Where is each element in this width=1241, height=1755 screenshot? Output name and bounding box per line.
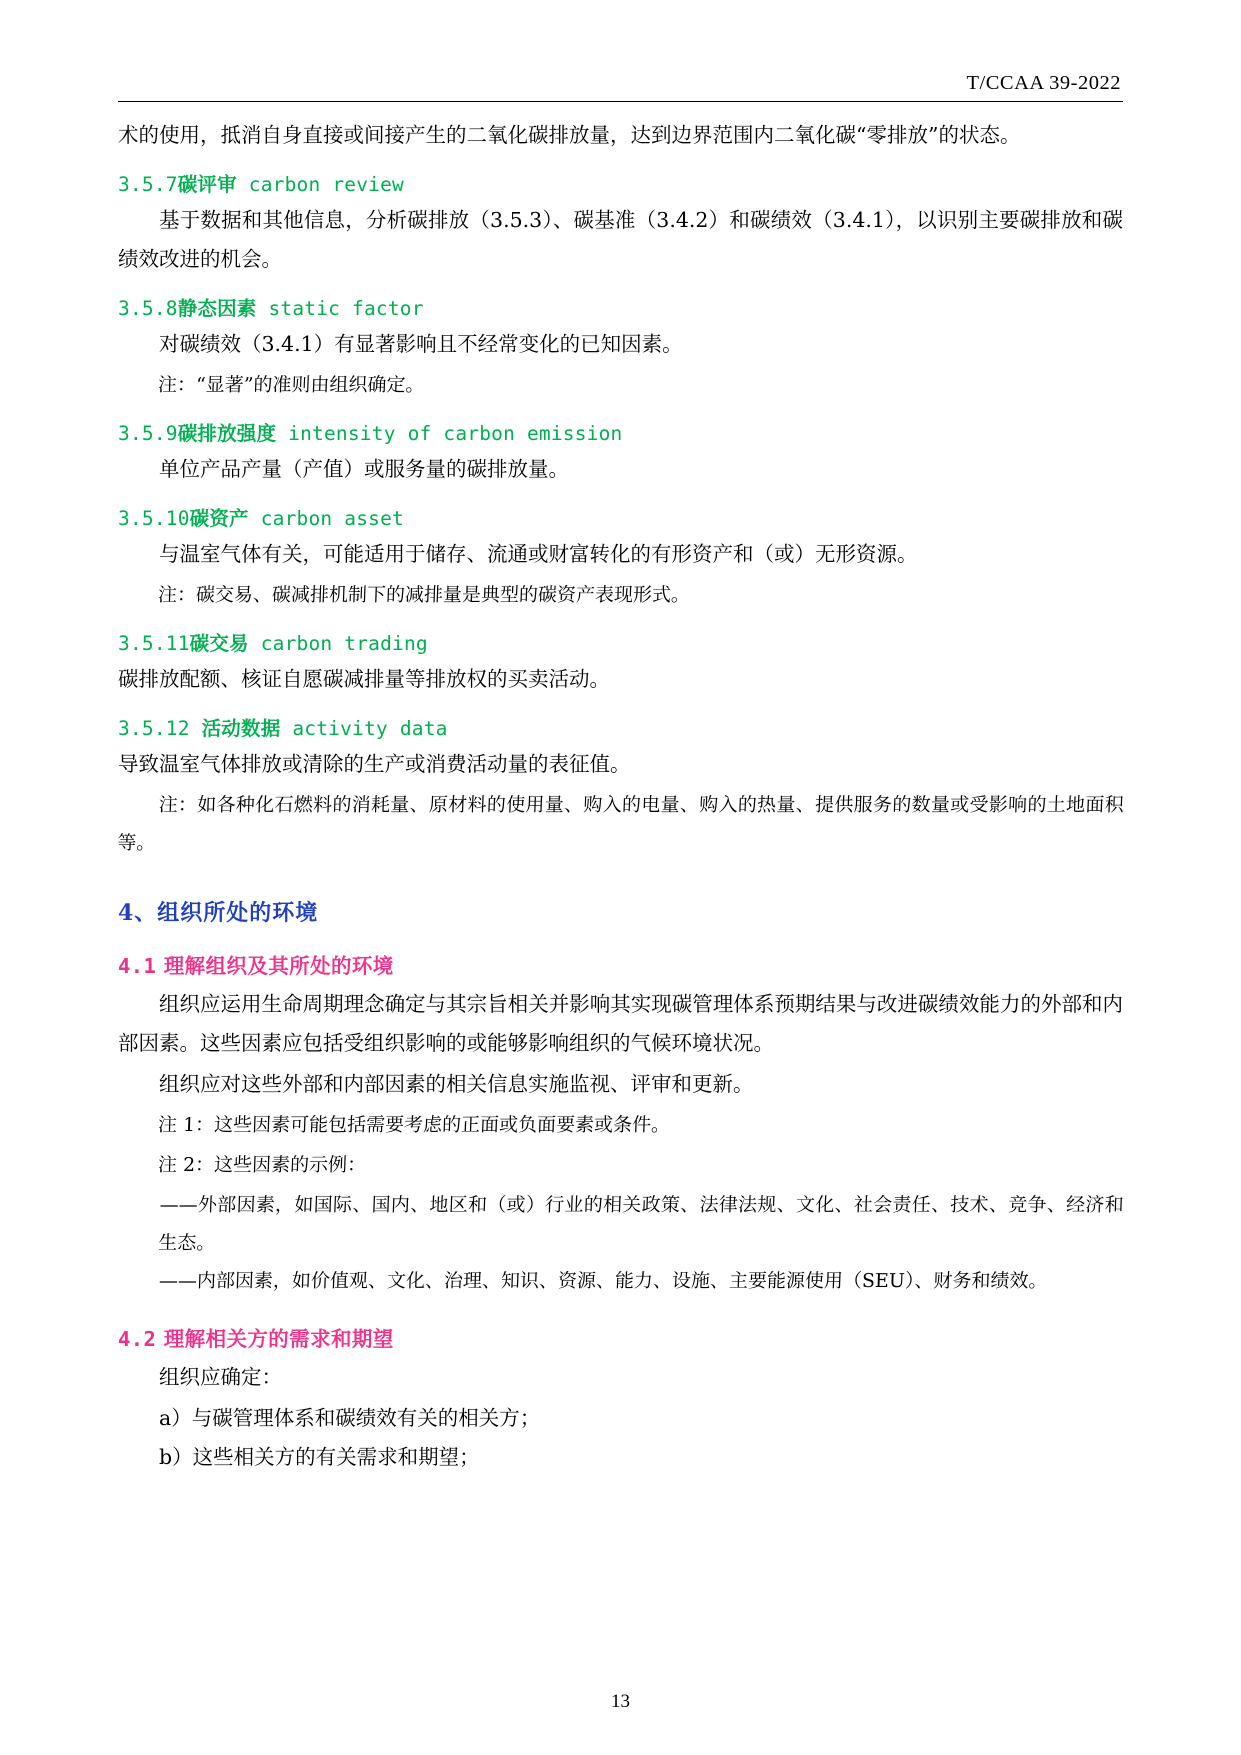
term-name-cn: 静态因素 <box>177 297 257 320</box>
term-heading-3-5-7 <box>118 169 1123 197</box>
term-name-cn: 碳评审 <box>177 173 237 196</box>
section-4-2-list-item-a: a）与碳管理体系和碳绩效有关的相关方； <box>159 1406 541 1430</box>
term-heading-3-5-12 <box>118 713 1123 741</box>
term-body-3-5-12: 导致温室气体排放或清除的生产或消费活动量的表征值。 <box>118 752 631 776</box>
term-name-en: intensity of carbon emission <box>288 422 623 445</box>
chapter-heading-4: 4、组织所处的环境 <box>118 900 319 926</box>
term-note-3-5-10: 注：碳交易、碳减排机制下的减排量是典型的碳资产表现形式。 <box>157 584 691 606</box>
header-rule <box>118 101 1123 102</box>
term-number: 3.5.12 <box>118 717 190 740</box>
section-title: 理解相关方的需求和期望 <box>163 1327 394 1351</box>
section-4-2-list-item-b: b）这些相关方的有关需求和期望； <box>159 1445 480 1469</box>
term-number: 3.5.10 <box>118 507 190 530</box>
section-number: 4.2 <box>118 1327 157 1351</box>
term-number: 3.5.11 <box>118 632 190 655</box>
term-heading-3-5-8 <box>118 293 1123 321</box>
section-4-1-dash-item-1: ——外部因素，如国际、国内、地区和（或）行业的相关政策、法律法规、文化、社会责任、技术、竞争、经济和生态。 <box>157 1194 1125 1254</box>
term-name-en: carbon trading <box>260 632 428 655</box>
term-body-3-5-8: 对碳绩效（3.4.1）有显著影响且不经常变化的已知因素。 <box>159 332 683 356</box>
section-heading-4-1 <box>118 949 1123 979</box>
term-heading-3-5-10 <box>118 503 1123 531</box>
section-number: 4.1 <box>118 954 157 978</box>
term-name-en: activity data <box>292 717 448 740</box>
term-body-3-5-10: 与温室气体有关，可能适用于储存、流通或财富转化的有形资产和（或）无形资源。 <box>159 542 918 566</box>
section-title: 理解组织及其所处的环境 <box>163 954 394 978</box>
section-4-1-note-2: 注 2：这些因素的示例： <box>157 1154 367 1176</box>
term-name-en: carbon asset <box>260 507 404 530</box>
term-number: 3.5.8 <box>118 297 178 320</box>
section-4-2-paragraph-1: 组织应确定： <box>159 1365 282 1389</box>
term-name-en: static factor <box>268 297 424 320</box>
term-number: 3.5.9 <box>118 422 178 445</box>
page-header-standard-code: T/CCAA 39-2022 <box>966 72 1121 94</box>
section-heading-4-2 <box>118 1322 1123 1352</box>
term-note-3-5-8: 注：“显著”的准则由组织确定。 <box>157 374 425 396</box>
term-name-en: carbon review <box>248 173 404 196</box>
term-body-3-5-7: 基于数据和其他信息，分析碳排放（3.5.3）、碳基准（3.4.2）和碳绩效（3.4.1），以识别主要碳排放和碳绩效改进的机会。 <box>118 208 1123 271</box>
section-4-1-dash-item-2: ——内部因素，如价值观、文化、治理、知识、资源、能力、设施、主要能源使用（SEU）、财务和绩效。 <box>158 1270 1048 1292</box>
term-name-cn: 碳资产 <box>189 507 249 530</box>
term-name-cn: 碳排放强度 <box>177 422 277 445</box>
section-4-1-paragraph-2: 组织应对这些外部和内部因素的相关信息实施监视、评审和更新。 <box>159 1072 754 1096</box>
term-body-3-5-9: 单位产品产量（产值）或服务量的碳排放量。 <box>159 457 569 481</box>
term-note-3-5-12: 注：如各种化石燃料的消耗量、原材料的使用量、购入的电量、购入的热量、提供服务的数量或受影响的土地面积等。 <box>116 794 1125 854</box>
page-number: 13 <box>611 1691 630 1712</box>
term-heading-3-5-9 <box>118 418 1123 446</box>
term-body-3-5-11: 碳排放配额、核证自愿碳减排量等排放权的买卖活动。 <box>118 667 610 691</box>
section-4-1-note-1: 注 1：这些因素可能包括需要考虑的正面或负面要素或条件。 <box>157 1114 671 1136</box>
continued-paragraph: 术的使用，抵消自身直接或间接产生的二氧化碳排放量，达到边界范围内二氧化碳“零排放”的状态。 <box>118 123 1021 147</box>
term-name-cn: 碳交易 <box>189 632 249 655</box>
term-name-cn: 活动数据 <box>201 717 281 740</box>
term-heading-3-5-11 <box>118 628 1123 656</box>
term-number: 3.5.7 <box>118 173 178 196</box>
section-4-1-paragraph-1: 组织应运用生命周期理念确定与其宗旨相关并影响其实现碳管理体系预期结果与改进碳绩效能力的外部和内部因素。这些因素应包括受组织影响的或能够影响组织的气候环境状况。 <box>118 992 1123 1055</box>
